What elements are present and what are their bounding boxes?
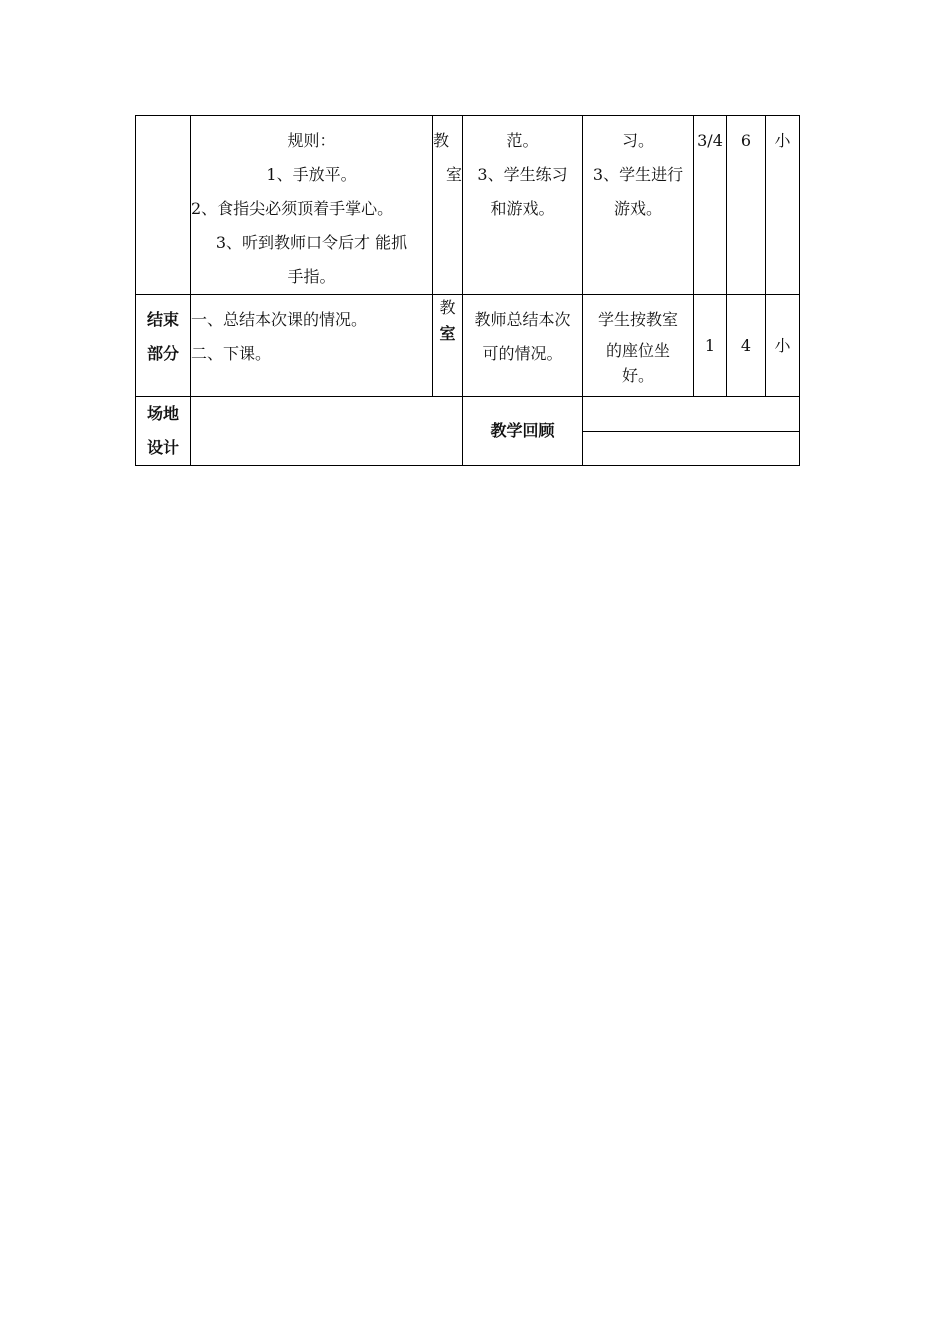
section-line: 设计 — [146, 438, 179, 457]
organization-cell — [433, 295, 463, 397]
table-row — [136, 295, 800, 397]
venue-design-cell — [191, 397, 463, 466]
teacher-line: 可的情况。 — [482, 344, 563, 363]
time-cell: 1 — [694, 295, 727, 397]
review-cell-top — [583, 397, 800, 432]
table-row — [136, 116, 800, 295]
time-cell: 3/4 — [694, 116, 727, 295]
count-cell: 4 — [727, 295, 766, 397]
count-cell: 6 — [727, 116, 766, 295]
student-activity-cell — [583, 116, 694, 295]
student-line: 的座位坐 — [605, 341, 670, 360]
section-line: 场地 — [146, 404, 179, 423]
intensity-cell: 小 — [766, 116, 800, 295]
content-cell — [191, 116, 433, 295]
teacher-line: 范。 — [506, 131, 539, 150]
teacher-activity-cell — [463, 116, 583, 295]
content-line: 3、听到教师口令后才 能抓 — [215, 233, 408, 252]
student-line: 游戏。 — [613, 199, 662, 218]
org-line: 室 — [445, 165, 462, 184]
review-label-cell: 教学回顾 — [463, 397, 583, 466]
section-line: 结束 — [146, 310, 179, 329]
lesson-plan-table — [135, 115, 800, 466]
section-cell — [136, 397, 191, 466]
section-cell — [136, 295, 191, 397]
student-line: 3、学生进行 — [592, 165, 684, 184]
org-line: 教 — [433, 131, 450, 150]
table-row — [136, 397, 800, 432]
review-cell-bottom — [583, 431, 800, 466]
content-line: 1、手放平。 — [266, 165, 357, 184]
student-activity-cell — [583, 295, 694, 397]
content-cell — [191, 295, 433, 397]
content-line: 规则： — [287, 131, 336, 150]
section-line: 部分 — [146, 344, 179, 363]
intensity-cell: 小 — [766, 295, 800, 397]
teacher-line: 教师总结本次 — [474, 310, 571, 329]
organization-cell — [433, 116, 463, 295]
content-line: 一、总结本次课的情况。 — [191, 310, 368, 329]
section-cell — [136, 116, 191, 295]
org-line: 室 — [439, 324, 456, 343]
org-line: 教 — [439, 298, 456, 317]
student-line: 学生按教室 — [597, 310, 678, 329]
content-line: 手指。 — [287, 267, 336, 286]
teacher-line: 和游戏。 — [490, 199, 555, 218]
student-line: 好。 — [621, 366, 654, 385]
student-line: 习。 — [621, 131, 654, 150]
content-line: 二、下课。 — [191, 344, 272, 363]
teacher-line: 3、学生练习 — [477, 165, 568, 184]
teacher-activity-cell — [463, 295, 583, 397]
content-line: 2、食指尖必须顶着手掌心。 — [191, 199, 394, 218]
